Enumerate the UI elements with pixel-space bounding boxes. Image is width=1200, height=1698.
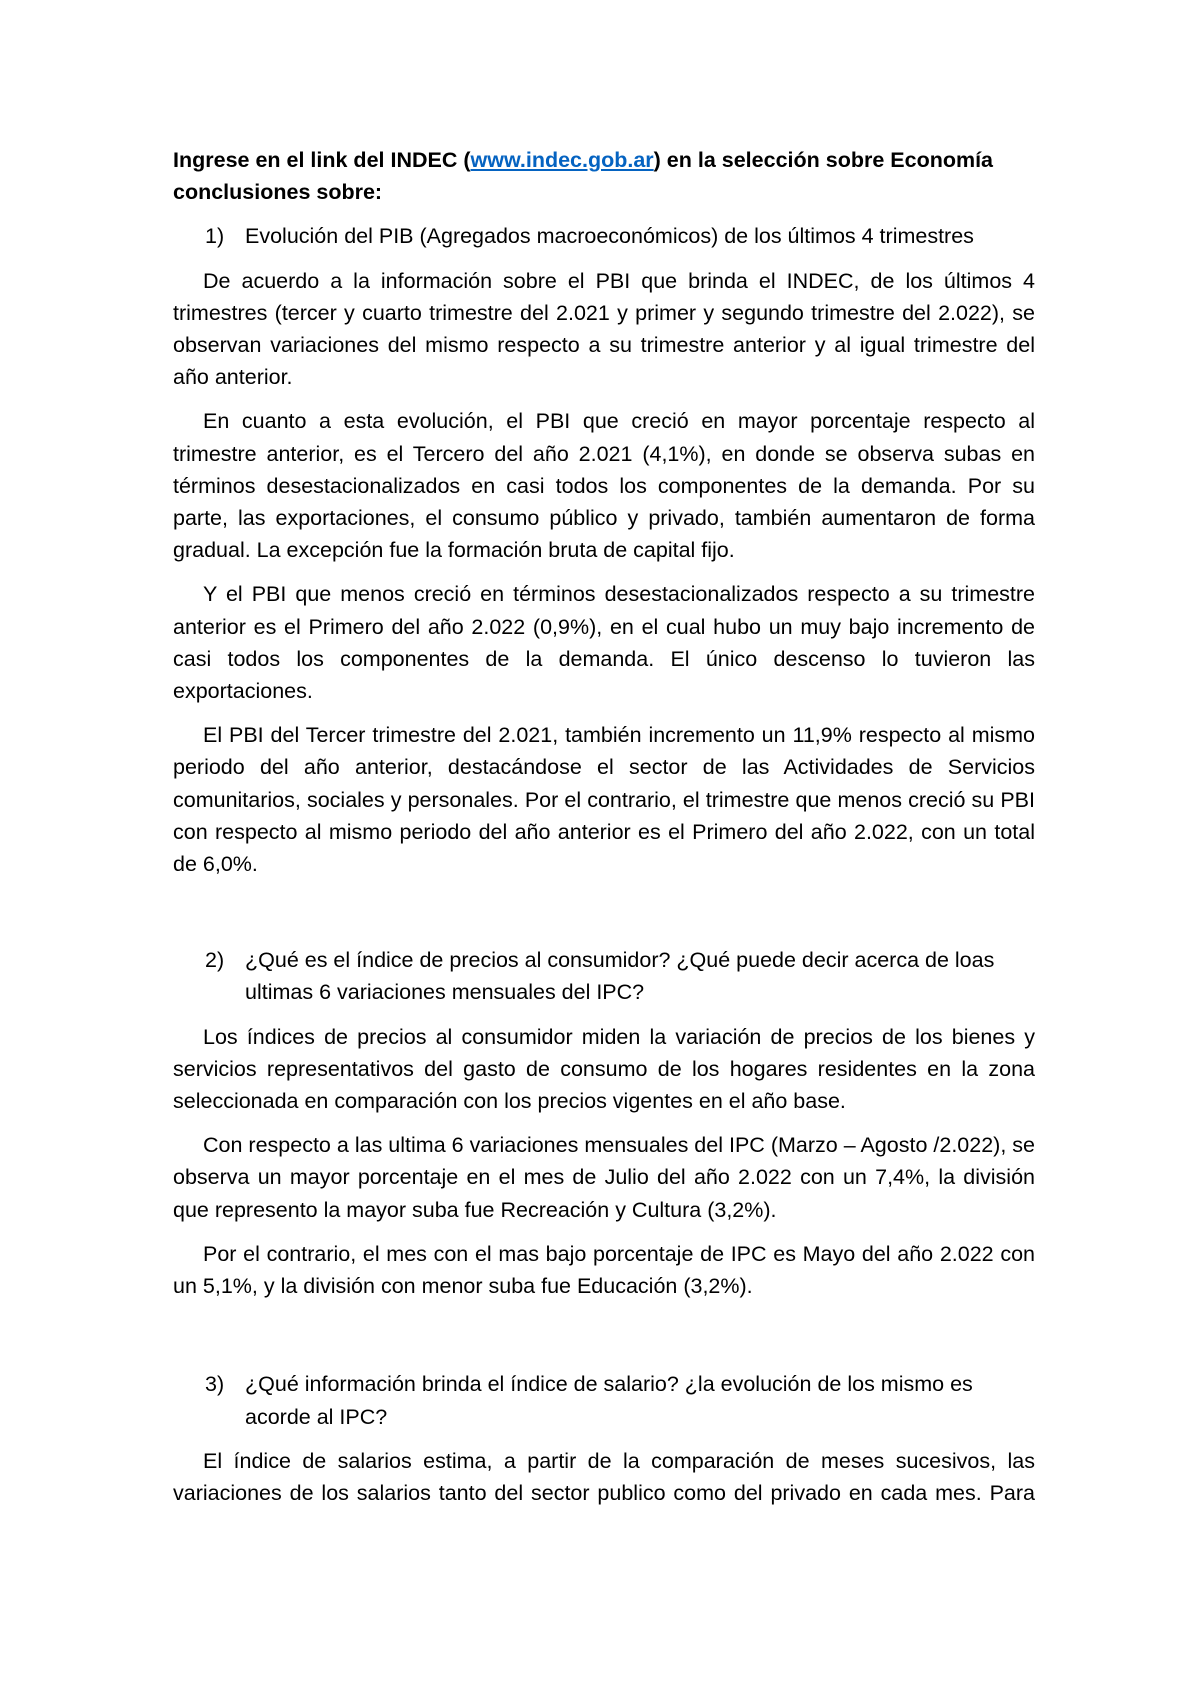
- question-1: [173, 220, 1035, 252]
- q2-paragraph: Los índices de precios al consumidor miden la variación de precios de los bienes y servicios representativos del gasto de consumo de los hogares residentes en la zona seleccionada en comparación con los precios vigentes en el año base.: [173, 1024, 1035, 1114]
- question-1-number: 1): [205, 224, 225, 249]
- spacer: [173, 892, 1035, 944]
- intro-prefix: Ingrese en el link del INDEC (: [173, 148, 471, 172]
- q2-paragraph: Con respecto a las ultima 6 variaciones mensuales del IPC (Marzo – Agosto /2.022), se observa un mayor porcentaje en el mes de Julio del año 2.022 con un 7,4%, la división que represento la mayor suba fue Recreación y Cultura (3,2%).: [173, 1133, 1035, 1222]
- q1-paragraph: De acuerdo a la información sobre el PBI que brinda el INDEC, de los últimos 4 trimestres (tercer y cuarto trimestre del 2.021 y primer y segundo trimestre del 2.022), se observan variaciones del mismo respecto a su trimestre anterior y al igual trimestre del año anterior.: [173, 268, 1035, 390]
- question-2-number: 2): [205, 948, 225, 973]
- intro-suffix: ) en la selección sobre Economía conclusiones sobre:: [173, 148, 994, 205]
- question-2-text: ¿Qué es el índice de precios al consumidor? ¿Qué puede decir acerca de loas ultimas 6 variaciones mensuales del IPC?: [245, 948, 995, 1005]
- q1-paragraph: Y el PBI que menos creció en términos desestacionalizados respecto a su trimestre anterior es el Primero del año 2.022 (0,9%), en el cual hubo un muy bajo incremento de casi todos los componentes de la demanda. El único descenso lo tuvieron las exportaciones.: [173, 582, 1035, 704]
- question-3-number: 3): [205, 1372, 225, 1397]
- q3-paragraph: El índice de salarios estima, a partir de la comparación de meses sucesivos, las variaciones de los salarios tanto del sector publico como del privado en cada mes. Para: [173, 1448, 1035, 1505]
- intro-heading: [173, 144, 1035, 208]
- q1-paragraph: En cuanto a esta evolución, el PBI que creció en mayor porcentaje respecto al trimestre anterior, es el Tercero del año 2.021 (4,1%), en donde se observa subas en términos desestacionalizados en casi todos los componentes de la demanda. Por su parte, las exportaciones, el consumo público y privado, también aumentaron de forma gradual. La excepción fue la formación bruta de capital fijo.: [173, 409, 1035, 563]
- question-2: [173, 944, 1035, 1008]
- q1-paragraph: El PBI del Tercer trimestre del 2.021, también incremento un 11,9% respecto al mismo periodo del año anterior, destacándose el sector de las Actividades de Servicios comunitarios, sociales y personales. Por el contrario, el trimestre que menos creció su PBI con respecto al mismo periodo del año anterior es el Primero del año 2.022, con un total de 6,0%.: [173, 723, 1035, 877]
- question-1-text: Evolución del PIB (Agregados macroeconómicos) de los últimos 4 trimestres: [245, 224, 974, 249]
- indec-link[interactable]: www.indec.gob.ar: [470, 148, 654, 172]
- document-page: [173, 144, 1035, 1521]
- question-3-text: ¿Qué información brinda el índice de salario? ¿la evolución de los mismo es acorde al IPC?: [245, 1372, 973, 1429]
- question-3: [173, 1368, 1035, 1432]
- spacer: [173, 1314, 1035, 1368]
- q2-paragraph: Por el contrario, el mes con el mas bajo porcentaje de IPC es Mayo del año 2.022 con un 5,1%, y la división con menor suba fue Educación (3,2%).: [173, 1241, 1035, 1299]
